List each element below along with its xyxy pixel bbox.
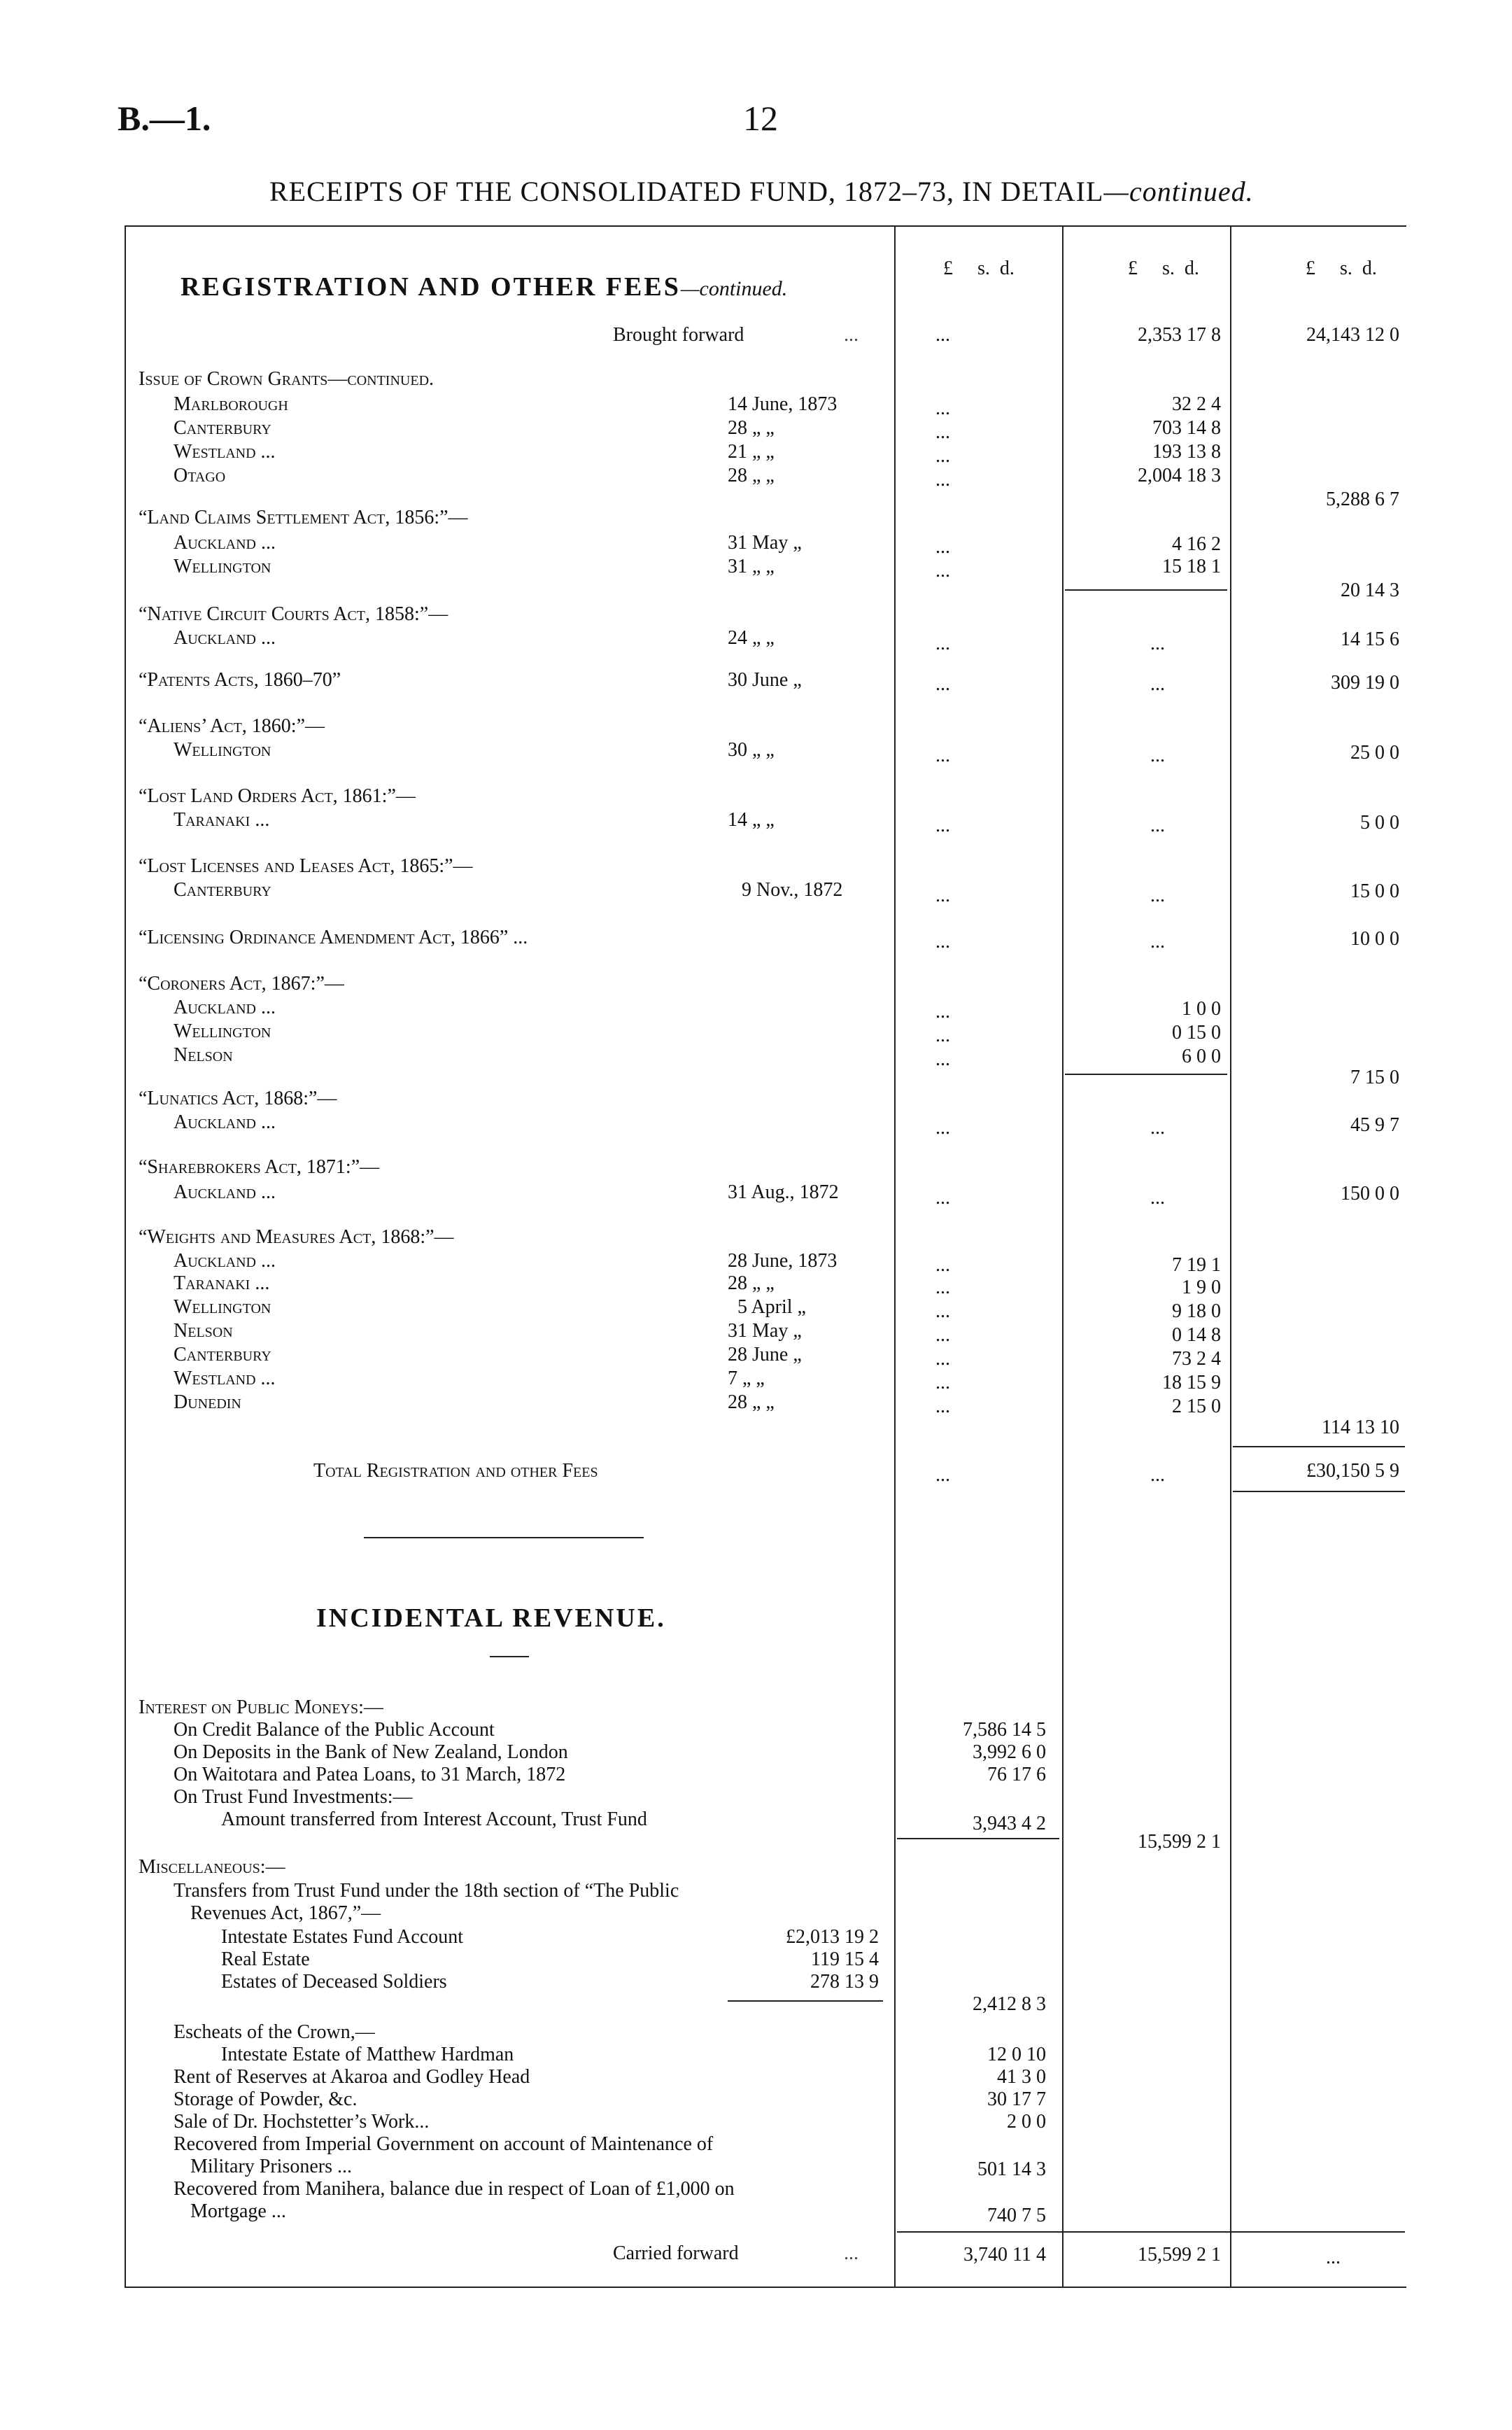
- date: 28 June „: [728, 1344, 802, 1365]
- amount: 2 0 0: [1007, 2111, 1046, 2133]
- district-name: Canterbury: [174, 879, 271, 901]
- amount: ...: [1150, 745, 1165, 766]
- group-title: “Patents Acts, 1860–70”: [139, 669, 341, 691]
- date: 30 June „: [728, 669, 802, 691]
- district-name: Auckland ...: [174, 1111, 276, 1133]
- amount: ...: [935, 931, 950, 953]
- amount: 15 0 0: [1350, 880, 1399, 902]
- group-title: “Licensing Ordinance Amendment Act, 1866” ...: [139, 927, 528, 948]
- line-item: Intestate Estate of Matthew Hardman: [221, 2044, 514, 2065]
- district-name: Wellington: [174, 1020, 271, 1042]
- amount: 119 15 4: [811, 1948, 879, 1970]
- group-title: Miscellaneous:—: [139, 1856, 285, 1878]
- shillings-label: s.: [977, 258, 990, 279]
- group-title: “Lunatics Act, 1868:”—: [139, 1088, 337, 1109]
- amount: 41 3 0: [997, 2066, 1046, 2088]
- date: 7 „ „: [728, 1368, 765, 1389]
- section-heading-incidental: INCIDENTAL REVENUE.: [316, 1603, 666, 1633]
- date: 30 „ „: [728, 739, 775, 761]
- document-code: B.—1.: [118, 99, 211, 138]
- section-divider: [364, 1537, 644, 1538]
- date: 5 April „: [737, 1296, 806, 1318]
- group-title: “Lost Land Orders Act, 1861:”—: [139, 785, 416, 807]
- amount: ...: [935, 1048, 950, 1070]
- date: 9 Nov., 1872: [742, 879, 843, 901]
- column-divider: [1230, 225, 1231, 2287]
- section-heading-text: REGISTRATION AND OTHER FEES: [181, 272, 681, 302]
- date: 31 Aug., 1872: [728, 1181, 839, 1203]
- district-name: Auckland ...: [174, 627, 276, 649]
- line-item: Amount transferred from Interest Account, Trust Fund: [221, 1809, 647, 1830]
- pence-label: d.: [1362, 258, 1377, 279]
- amount: £2,013 19 2: [786, 1926, 879, 1948]
- amount: ...: [935, 1117, 950, 1139]
- column-divider: [1062, 225, 1064, 2287]
- amount: 309 19 0: [1331, 672, 1399, 694]
- district-name: Westland ...: [174, 441, 276, 463]
- line-item: On Waitotara and Patea Loans, to 31 March, 1872: [174, 1764, 566, 1785]
- amount: ...: [935, 633, 950, 654]
- table-bottom-rule: [125, 2287, 1406, 2288]
- amount: ...: [935, 398, 950, 419]
- district-name: Taranaki ...: [174, 1272, 270, 1294]
- brought-forward-label: Brought forward: [613, 324, 744, 346]
- amount: ...: [935, 745, 950, 766]
- district-name: Westland ...: [174, 1368, 276, 1389]
- line-item: Military Prisoners ...: [190, 2156, 352, 2177]
- amount: 1 0 0: [1182, 998, 1221, 1020]
- district-name: Wellington: [174, 739, 271, 761]
- date: 31 May „: [728, 1320, 802, 1342]
- amount: ...: [1150, 633, 1165, 654]
- amount: 24,143 12 0: [1306, 324, 1399, 346]
- amount: ...: [935, 1324, 950, 1346]
- amount: 9 18 0: [1172, 1300, 1221, 1322]
- amount: 278 13 9: [810, 1971, 879, 1993]
- amount: 14 15 6: [1341, 628, 1399, 650]
- col-head-pounds: [1128, 258, 1199, 280]
- date: 28 „ „: [728, 1272, 775, 1294]
- group-total: 7 15 0: [1350, 1067, 1399, 1088]
- amount: 2,412 8 3: [973, 1993, 1046, 2015]
- date: 28 „ „: [728, 417, 775, 439]
- group-total: 114 13 10: [1322, 1417, 1399, 1438]
- district-name: Auckland ...: [174, 1250, 276, 1272]
- amount: 7,586 14 5: [963, 1719, 1046, 1741]
- group-title: “Lost Licenses and Leases Act, 1865:”—: [139, 855, 473, 877]
- date: 31 „ „: [728, 556, 775, 577]
- line-item: Real Estate: [221, 1948, 310, 1970]
- group-title: Interest on Public Moneys:—: [139, 1697, 383, 1718]
- amount: ...: [1326, 2247, 1341, 2268]
- district-name: Dunedin: [174, 1391, 241, 1413]
- date: 28 „ „: [728, 465, 775, 486]
- group-total: 5,288 6 7: [1326, 489, 1399, 510]
- shillings-label: s.: [1340, 258, 1352, 279]
- district-name: Canterbury: [174, 1344, 271, 1365]
- group-title: “Aliens’ Act, 1860:”—: [139, 715, 325, 737]
- amount: 703 14 8: [1152, 417, 1221, 439]
- grand-total: £30,150 5 9: [1306, 1460, 1399, 1482]
- group-title: “Sharebrokers Act, 1871:”—: [139, 1156, 380, 1178]
- district-name: Nelson: [174, 1044, 233, 1066]
- amount: 25 0 0: [1350, 742, 1399, 764]
- amount: ...: [935, 421, 950, 443]
- col-head-pounds: [1306, 258, 1377, 280]
- amount: 2 15 0: [1172, 1396, 1221, 1417]
- amount: ...: [1150, 815, 1165, 836]
- amount: ...: [1150, 673, 1165, 695]
- section-heading-registration: [181, 272, 787, 302]
- amount: 73 2 4: [1172, 1348, 1221, 1370]
- page-number: 12: [743, 99, 778, 138]
- section-heading-suffix: —continued.: [680, 277, 788, 300]
- amount: ...: [935, 1348, 950, 1370]
- line-item: On Credit Balance of the Public Account: [174, 1719, 495, 1741]
- amount: ...: [935, 1001, 950, 1023]
- group-title: “Native Circuit Courts Act, 1858:”—: [139, 603, 448, 625]
- group-title: “Coroners Act, 1867:”—: [139, 973, 344, 995]
- amount: 501 14 3: [977, 2158, 1046, 2180]
- group-title: “Weights and Measures Act, 1868:”—: [139, 1226, 454, 1248]
- line-item: Revenues Act, 1867,”—: [190, 1902, 381, 1924]
- carried-rule: [897, 2231, 1405, 2233]
- amount: ...: [935, 536, 950, 558]
- line-item: Escheats of the Crown,—: [174, 2021, 375, 2043]
- group-title: “Land Claims Settlement Act, 1856:”—: [139, 507, 468, 528]
- line-item: Estates of Deceased Soldiers: [221, 1971, 447, 1993]
- amount: 18 15 9: [1162, 1372, 1221, 1393]
- district-name: Wellington: [174, 556, 271, 577]
- total-rule: [1233, 1491, 1405, 1492]
- carried-forward-label: Carried forward: [613, 2242, 739, 2264]
- amount: 10 0 0: [1350, 928, 1399, 950]
- amount: 7 19 1: [1172, 1254, 1221, 1276]
- amount: ...: [935, 1025, 950, 1046]
- subtotal-rule: [1065, 1074, 1227, 1075]
- amount: 2,004 18 3: [1138, 465, 1221, 486]
- amount: 32 2 4: [1172, 393, 1221, 415]
- district-name: Canterbury: [174, 417, 271, 439]
- amount: 3,992 6 0: [973, 1741, 1046, 1763]
- column-divider: [894, 225, 896, 2287]
- district-name: Nelson: [174, 1320, 233, 1342]
- amount: 6 0 0: [1182, 1046, 1221, 1067]
- leader-dots: ...: [844, 2242, 859, 2264]
- amount: ...: [935, 1187, 950, 1209]
- line-item: Transfers from Trust Fund under the 18th section of “The Public: [174, 1880, 679, 1902]
- amount: ...: [935, 324, 950, 346]
- line-item: Rent of Reserves at Akaroa and Godley Head: [174, 2066, 530, 2088]
- amount: 0 15 0: [1172, 1022, 1221, 1044]
- amount: 4 16 2: [1172, 533, 1221, 555]
- line-item: Recovered from Manihera, balance due in respect of Loan of £1,000 on: [174, 2178, 735, 2200]
- amount: ...: [935, 560, 950, 582]
- date: 28 „ „: [728, 1391, 775, 1413]
- group-total: 20 14 3: [1341, 580, 1399, 601]
- amount: 12 0 10: [987, 2044, 1046, 2065]
- heading-underline: [490, 1656, 529, 1657]
- subtotal-rule: [1065, 589, 1227, 591]
- subtotal-rule: [897, 1838, 1059, 1839]
- amount: ...: [935, 673, 950, 695]
- amount: 15 18 1: [1162, 556, 1221, 577]
- district-name: Auckland ...: [174, 532, 276, 554]
- pounds-label: £: [1128, 258, 1138, 279]
- date: 24 „ „: [728, 627, 775, 649]
- group-title: Issue of Crown Grants—continued.: [139, 368, 434, 390]
- pence-label: d.: [1184, 258, 1199, 279]
- amount: 0 14 8: [1172, 1324, 1221, 1346]
- amount: ...: [1150, 931, 1165, 953]
- amount: ...: [935, 815, 950, 836]
- amount: ...: [935, 885, 950, 906]
- amount: 45 9 7: [1350, 1114, 1399, 1136]
- amount: 3,740 11 4: [963, 2244, 1046, 2266]
- date: 21 „ „: [728, 441, 775, 463]
- amount: 740 7 5: [987, 2205, 1046, 2226]
- leader-dots: ...: [844, 324, 859, 346]
- district-name: Taranaki ...: [174, 809, 270, 831]
- line-item: Recovered from Imperial Government on account of Maintenance of: [174, 2133, 714, 2155]
- amount: ...: [935, 1254, 950, 1276]
- line-item: Intestate Estates Fund Account: [221, 1926, 464, 1948]
- pence-label: d.: [999, 258, 1015, 279]
- district-name: Otago: [174, 465, 226, 486]
- district-name: Auckland ...: [174, 1181, 276, 1203]
- amount: ...: [935, 1464, 950, 1486]
- amount: ...: [1150, 1464, 1165, 1486]
- date: 14 June, 1873: [728, 393, 838, 415]
- line-item: Storage of Powder, &c.: [174, 2088, 358, 2110]
- amount: 76 17 6: [987, 1764, 1046, 1785]
- shillings-label: s.: [1162, 258, 1175, 279]
- amount: 2,353 17 8: [1138, 324, 1221, 346]
- amount: ...: [935, 1372, 950, 1393]
- page-title-suffix: —continued.: [1103, 176, 1254, 207]
- amount: 3,943 4 2: [973, 1813, 1046, 1834]
- date: 31 May „: [728, 532, 802, 554]
- subtotal-rule: [728, 2000, 883, 2002]
- district-name: Wellington: [174, 1296, 271, 1318]
- pounds-label: £: [943, 258, 953, 279]
- date: 14 „ „: [728, 809, 775, 831]
- amount: ...: [935, 469, 950, 491]
- page-title: [269, 175, 1254, 208]
- district-name: Auckland ...: [174, 997, 276, 1018]
- amount: 1 9 0: [1182, 1277, 1221, 1298]
- amount: ...: [935, 1277, 950, 1298]
- amount: 15,599 2 1: [1138, 2244, 1221, 2266]
- amount: 193 13 8: [1152, 441, 1221, 463]
- amount: ...: [935, 1300, 950, 1322]
- page-title-main: RECEIPTS OF THE CONSOLIDATED FUND, 1872–73, IN DETAIL: [269, 176, 1104, 207]
- total-rule: [1233, 1446, 1405, 1447]
- total-label: Total Registration and other Fees: [313, 1460, 598, 1482]
- line-item: On Trust Fund Investments:—: [174, 1786, 413, 1808]
- amount: 150 0 0: [1341, 1183, 1399, 1205]
- amount: ...: [1150, 885, 1165, 906]
- amount: ...: [935, 1396, 950, 1417]
- line-item: Mortgage ...: [190, 2200, 286, 2222]
- amount: 5 0 0: [1360, 812, 1399, 834]
- date: 28 June, 1873: [728, 1250, 838, 1272]
- district-name: Marlborough: [174, 393, 288, 415]
- line-item: Sale of Dr. Hochstetter’s Work...: [174, 2111, 430, 2133]
- amount: 30 17 7: [987, 2088, 1046, 2110]
- pounds-label: £: [1306, 258, 1315, 279]
- line-item: On Deposits in the Bank of New Zealand, London: [174, 1741, 568, 1763]
- amount: ...: [1150, 1117, 1165, 1139]
- group-total: 15,599 2 1: [1138, 1831, 1221, 1853]
- col-head-pounds: [943, 258, 1015, 280]
- amount: ...: [935, 445, 950, 467]
- amount: ...: [1150, 1187, 1165, 1209]
